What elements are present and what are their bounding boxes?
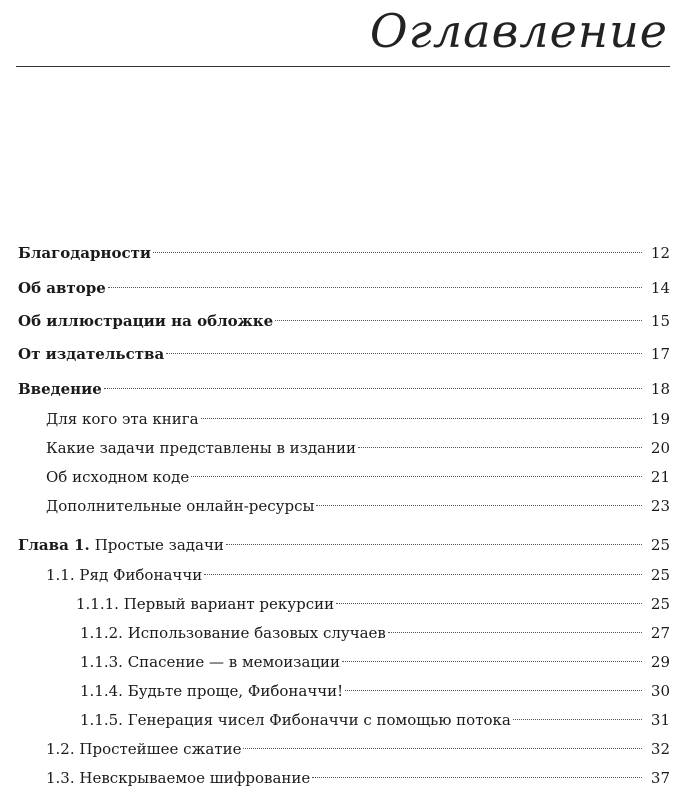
toc-entry-source-code[interactable]	[0, 464, 684, 490]
toc-entry-label: 1.1.5. Генерация чисел Фибоначчи с помощью потока	[80, 711, 511, 729]
dot-leader	[108, 287, 642, 288]
toc-entry-label: Об исходном коде	[46, 468, 190, 486]
dot-leader	[336, 603, 642, 604]
toc-entry-page: 18	[650, 380, 670, 398]
dot-leader	[243, 748, 642, 749]
page-title: Оглавление	[369, 4, 668, 58]
dot-leader	[104, 388, 642, 389]
toc-entry-cover-illustration[interactable]	[0, 308, 684, 334]
toc-entry-label: Простые задачи	[94, 536, 224, 554]
toc-entry-chapter-1[interactable]	[0, 532, 684, 558]
toc-entry-page: 15	[650, 312, 670, 330]
toc-entry-1-1-4[interactable]	[0, 678, 684, 704]
dot-leader	[275, 320, 642, 321]
toc-entry-page: 19	[650, 410, 670, 428]
toc-entry-page: 31	[650, 711, 670, 729]
toc-entry-page: 21	[650, 468, 670, 486]
dot-leader	[153, 252, 642, 253]
toc-entry-1-1-3[interactable]	[0, 649, 684, 675]
dot-leader	[204, 574, 642, 575]
toc-entry-page: 25	[650, 595, 670, 613]
toc-entry-about-author[interactable]	[0, 275, 684, 301]
dot-leader	[388, 632, 642, 633]
toc-entry-problems-in-book[interactable]	[0, 435, 684, 461]
toc-entry-label: Об авторе	[18, 279, 106, 297]
dot-leader	[166, 353, 642, 354]
toc-entry-label: 1.2. Простейшее сжатие	[46, 740, 242, 758]
toc-entry-1-1-2[interactable]	[0, 620, 684, 646]
toc-entry-acknowledgements[interactable]	[0, 240, 684, 266]
dot-leader	[316, 505, 642, 506]
toc-entry-1-2[interactable]	[0, 736, 684, 762]
toc-entry-1-1-5[interactable]	[0, 707, 684, 733]
toc-entry-chapter-prefix: Глава 1.	[18, 536, 90, 554]
toc-entry-from-publisher[interactable]	[0, 341, 684, 367]
toc-entry-page: 20	[650, 439, 670, 457]
toc-entry-label: 1.3. Невскрываемое шифрование	[46, 769, 311, 787]
toc-entry-page: 27	[650, 624, 670, 642]
toc-entry-who-is-this-book-for[interactable]	[0, 406, 684, 432]
toc-entry-1-3[interactable]	[0, 765, 684, 791]
toc-entry-label: Дополнительные онлайн-ресурсы	[46, 497, 315, 515]
toc-entry-label: Введение	[18, 380, 102, 398]
dot-leader	[345, 690, 642, 691]
toc-entry-page: 30	[650, 682, 670, 700]
toc-entry-label: 1.1.4. Будьте проще, Фибоначчи!	[80, 682, 344, 700]
toc-entry-online-resources[interactable]	[0, 493, 684, 519]
dot-leader	[226, 544, 642, 545]
toc-entry-introduction[interactable]	[0, 376, 684, 402]
dot-leader	[342, 661, 642, 662]
toc-entry-label: От издательства	[18, 345, 165, 363]
toc-entry-label: 1.1.2. Использование базовых случаев	[80, 624, 386, 642]
toc-entry-1-1-1[interactable]	[0, 591, 684, 617]
toc-entry-page: 17	[650, 345, 670, 363]
dot-leader	[358, 447, 642, 448]
toc-entry-label: 1.1. Ряд Фибоначчи	[46, 566, 203, 584]
toc-entry-page: 29	[650, 653, 670, 671]
toc-entry-label: Благодарности	[18, 244, 152, 262]
dot-leader	[201, 418, 642, 419]
toc-entry-page: 37	[650, 769, 670, 787]
toc-entry-label: 1.1.3. Спасение — в мемоизации	[80, 653, 341, 671]
toc-entry-page: 32	[650, 740, 670, 758]
toc-entry-label: Об иллюстрации на обложке	[18, 312, 274, 330]
toc-entry-label: Какие задачи представлены в издании	[46, 439, 357, 457]
dot-leader	[191, 476, 642, 477]
toc-entry-1-1[interactable]	[0, 562, 684, 588]
toc-entry-page: 14	[650, 279, 670, 297]
toc-entry-label: Для кого эта книга	[46, 410, 199, 428]
dot-leader	[513, 719, 642, 720]
toc-entry-label: 1.1.1. Первый вариант рекурсии	[76, 595, 335, 613]
toc-entry-page: 25	[650, 536, 670, 554]
toc-entry-page: 12	[650, 244, 670, 262]
toc-entry-page: 25	[650, 566, 670, 584]
dot-leader	[312, 777, 642, 778]
toc-entry-page: 23	[650, 497, 670, 515]
